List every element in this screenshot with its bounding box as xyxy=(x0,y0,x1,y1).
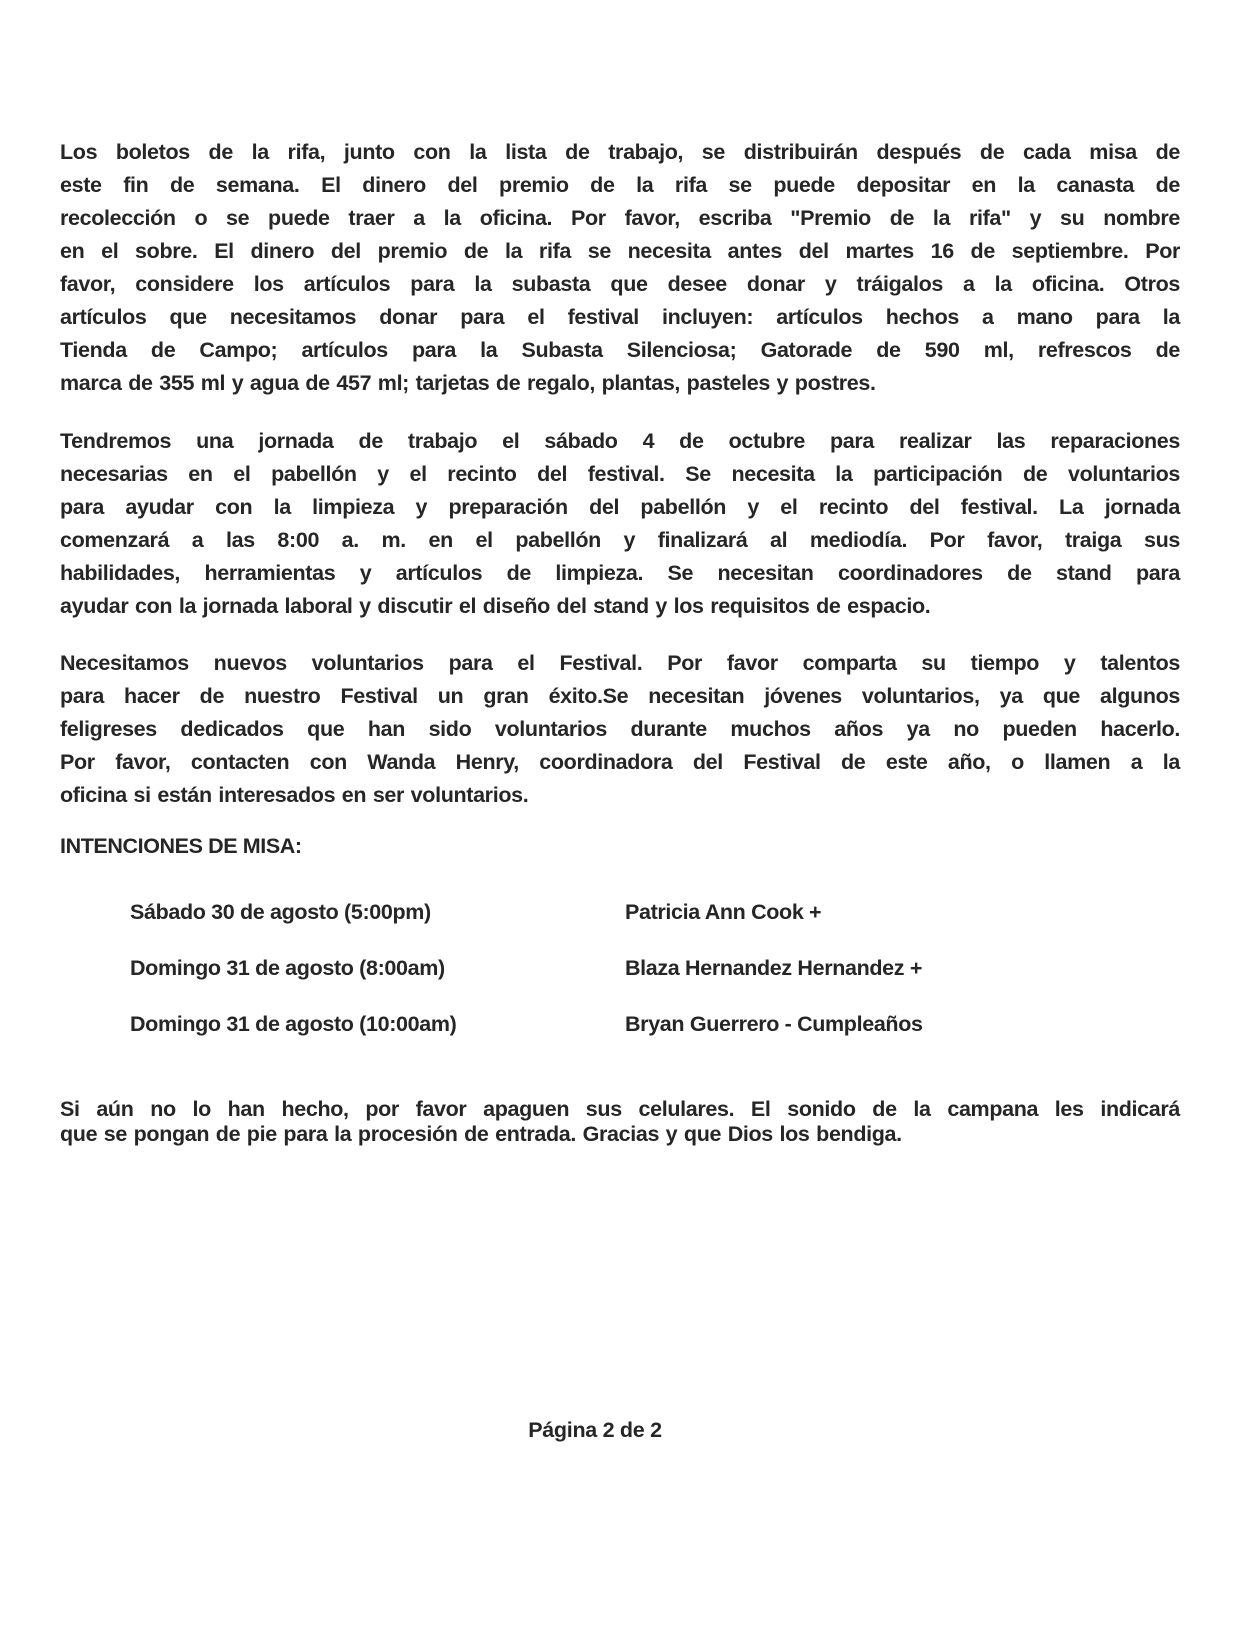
intention-date: Domingo 31 de agosto (10:00am) xyxy=(130,1012,457,1036)
text-line: Necesitamos nuevos voluntarios para el Festival. Por favor comparta su tiempo y talentos xyxy=(60,651,1180,675)
text-line: necesarias en el pabellón y el recinto del festival. Se necesita la participación de voluntarios xyxy=(60,462,1180,486)
text-line: Por favor, contacten con Wanda Henry, coordinadora del Festival de este año, o llamen a la xyxy=(60,750,1180,774)
text-line: en el sobre. El dinero del premio de la rifa se necesita antes del martes 16 de septiembre. Por xyxy=(60,239,1180,263)
text-line: habilidades, herramientas y artículos de limpieza. Se necesitan coordinadores de stand para xyxy=(60,561,1180,585)
text-line: Si aún no lo han hecho, por favor apaguen sus celulares. El sonido de la campana les indicará xyxy=(60,1097,1180,1121)
text-line: feligreses dedicados que han sido voluntarios durante muchos años ya no pueden hacerlo. xyxy=(60,717,1180,741)
work-day-paragraph xyxy=(60,425,1180,623)
text-line: Tienda de Campo; artículos para la Subasta Silenciosa; Gatorade de 590 ml, refrescos de xyxy=(60,338,1180,362)
closing-paragraph xyxy=(60,1097,1180,1147)
text-line: que se pongan de pie para la procesión de entrada. Gracias y que Dios los bendiga. xyxy=(60,1122,902,1146)
intention-name: Patricia Ann Cook + xyxy=(625,900,822,924)
text-line: para ayudar con la limpieza y preparación del pabellón y el recinto del festival. La jornada xyxy=(60,495,1180,519)
mass-intentions-heading: INTENCIONES DE MISA: xyxy=(60,834,302,858)
intention-date: Domingo 31 de agosto (8:00am) xyxy=(130,956,445,980)
page-number: Página 2 de 2 xyxy=(528,1418,662,1442)
raffle-paragraph xyxy=(60,136,1180,400)
text-line: Tendremos una jornada de trabajo el sábado 4 de octubre para realizar las reparaciones xyxy=(60,429,1180,453)
text-line: Los boletos de la rifa, junto con la lista de trabajo, se distribuirán después de cada misa de xyxy=(60,140,1180,164)
text-line: para hacer de nuestro Festival un gran éxito.Se necesitan jóvenes voluntarios, ya que algunos xyxy=(60,684,1180,708)
text-line: recolección o se puede traer a la oficina. Por favor, escriba "Premio de la rifa" y su nombre xyxy=(60,206,1180,230)
text-line: ayudar con la jornada laboral y discutir el diseño del stand y los requisitos de espacio. xyxy=(60,594,931,618)
intention-name: Bryan Guerrero - Cumpleaños xyxy=(625,1012,923,1036)
volunteers-paragraph xyxy=(60,647,1180,812)
intention-date: Sábado 30 de agosto (5:00pm) xyxy=(130,900,431,924)
text-line: comenzará a las 8:00 a. m. en el pabellón y finalizará al mediodía. Por favor, traiga sus xyxy=(60,528,1180,552)
text-line: marca de 355 ml y agua de 457 ml; tarjetas de regalo, plantas, pasteles y postres. xyxy=(60,371,876,395)
text-line: favor, considere los artículos para la subasta que desee donar y tráigalos a la oficina. Otros xyxy=(60,272,1180,296)
text-line: este fin de semana. El dinero del premio de la rifa se puede depositar en la canasta de xyxy=(60,173,1180,197)
text-line: oficina si están interesados en ser voluntarios. xyxy=(60,783,529,807)
intention-name: Blaza Hernandez Hernandez + xyxy=(625,956,923,980)
text-line: artículos que necesitamos donar para el festival incluyen: artículos hechos a mano para la xyxy=(60,305,1180,329)
